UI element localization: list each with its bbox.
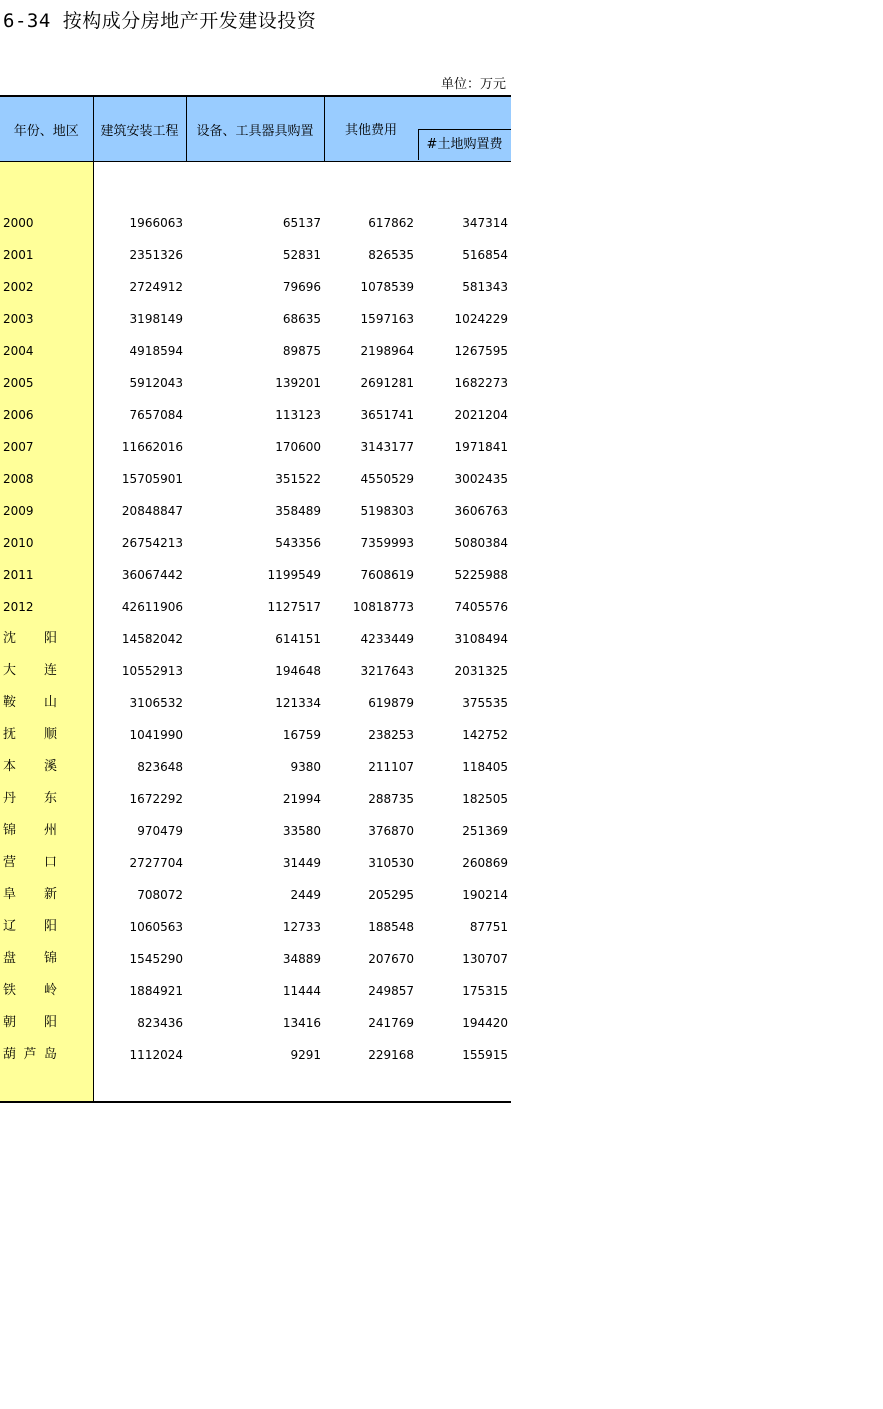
region-char: 州	[43, 822, 57, 838]
region-char: 朝	[3, 1014, 17, 1030]
region-char: 山	[43, 694, 57, 710]
construction-value: 42611906	[121, 599, 183, 614]
table-row	[0, 748, 511, 780]
equipment-value: 89875	[282, 343, 321, 358]
land-purchase-value: 347314	[462, 215, 508, 230]
region-name	[3, 851, 57, 870]
region-name	[3, 1011, 57, 1030]
region-name	[3, 979, 57, 998]
region-char: 顺	[43, 726, 57, 742]
construction-value: 1112024	[129, 1047, 183, 1062]
row-label	[0, 908, 93, 940]
row-label: 2009	[0, 492, 93, 524]
table-row	[0, 268, 511, 300]
region-char: 辽	[3, 918, 17, 934]
other-cost-value: 7608619	[360, 567, 414, 582]
table-row	[0, 460, 511, 492]
land-purchase-value: 1682273	[454, 375, 508, 390]
row-label	[0, 684, 93, 716]
other-cost-value: 241769	[368, 1015, 414, 1030]
region-char: 营	[3, 854, 17, 870]
region-name	[3, 659, 57, 678]
row-label: 2003	[0, 300, 93, 332]
construction-value: 823436	[137, 1015, 183, 1030]
land-purchase-value: 1971841	[454, 439, 508, 454]
table-row	[0, 780, 511, 812]
land-purchase-value: 118405	[462, 759, 508, 774]
construction-value: 7657084	[129, 407, 183, 422]
construction-value: 4918594	[129, 343, 183, 358]
equipment-value: 52831	[282, 247, 321, 262]
construction-value: 1966063	[129, 215, 183, 230]
other-cost-value: 211107	[368, 759, 414, 774]
region-name	[3, 755, 57, 774]
row-label: 2000	[0, 204, 93, 236]
land-purchase-value: 260869	[462, 855, 508, 870]
land-purchase-value: 2021204	[454, 407, 508, 422]
table-end-row	[0, 1068, 511, 1102]
construction-value: 1672292	[129, 791, 183, 806]
equipment-value: 170600	[275, 439, 321, 454]
land-purchase-value: 155915	[462, 1047, 508, 1062]
region-char: 岭	[43, 982, 57, 998]
other-cost-value: 207670	[368, 951, 414, 966]
row-label	[0, 940, 93, 972]
equipment-value: 68635	[282, 311, 321, 326]
other-cost-value: 229168	[368, 1047, 414, 1062]
construction-value: 3106532	[129, 695, 183, 710]
region-char: 锦	[43, 950, 57, 966]
region-char: 沈	[3, 630, 17, 646]
construction-value: 1041990	[129, 727, 183, 742]
equipment-value: 12733	[282, 919, 321, 934]
construction-value: 2727704	[129, 855, 183, 870]
region-char: 盘	[3, 950, 17, 966]
construction-value: 5912043	[129, 375, 183, 390]
other-cost-value: 5198303	[360, 503, 414, 518]
header-year-region: 年份、地区	[0, 96, 93, 162]
header-equipment: 设备、工具器具购置	[186, 96, 324, 162]
other-cost-value: 1597163	[360, 311, 414, 326]
table-row	[0, 492, 511, 524]
land-purchase-value: 142752	[462, 727, 508, 742]
land-purchase-value: 87751	[469, 919, 508, 934]
equipment-value: 11444	[282, 983, 321, 998]
region-char: 芦	[23, 1046, 37, 1062]
header-other-cost-group	[324, 96, 511, 162]
equipment-value: 65137	[282, 215, 321, 230]
land-purchase-value: 3002435	[454, 471, 508, 486]
region-char: 本	[3, 758, 17, 774]
other-cost-value: 2691281	[360, 375, 414, 390]
table-row	[0, 1004, 511, 1036]
page-title: 6-34 按构成分房地产开发建设投资	[3, 10, 317, 32]
equipment-value: 614151	[275, 631, 321, 646]
land-purchase-value: 2031325	[454, 663, 508, 678]
land-purchase-value: 375535	[462, 695, 508, 710]
equipment-value: 79696	[282, 279, 321, 294]
other-cost-value: 188548	[368, 919, 414, 934]
table-row	[0, 524, 511, 556]
equipment-value: 16759	[282, 727, 321, 742]
construction-value: 2724912	[129, 279, 183, 294]
construction-value: 970479	[137, 823, 183, 838]
other-cost-value: 3217643	[360, 663, 414, 678]
equipment-value: 351522	[275, 471, 321, 486]
row-label: 2002	[0, 268, 93, 300]
equipment-value: 139201	[275, 375, 321, 390]
region-name	[3, 691, 57, 710]
data-table	[0, 95, 511, 1103]
row-label: 2012	[0, 588, 93, 620]
equipment-value: 9291	[290, 1047, 321, 1062]
region-name	[3, 883, 57, 902]
region-name	[3, 819, 57, 838]
construction-value: 36067442	[121, 567, 183, 582]
table-row	[0, 844, 511, 876]
land-purchase-value: 251369	[462, 823, 508, 838]
spacer-row	[0, 162, 511, 204]
land-purchase-value: 190214	[462, 887, 508, 902]
row-label	[0, 748, 93, 780]
equipment-value: 21994	[282, 791, 321, 806]
land-purchase-value: 130707	[462, 951, 508, 966]
equipment-value: 194648	[275, 663, 321, 678]
table-row	[0, 364, 511, 396]
region-char: 溪	[43, 758, 57, 774]
construction-value: 1545290	[129, 951, 183, 966]
table-row	[0, 588, 511, 620]
row-label: 2011	[0, 556, 93, 588]
table-row	[0, 556, 511, 588]
region-char: 新	[43, 886, 57, 902]
table-row	[0, 236, 511, 268]
row-label: 2001	[0, 236, 93, 268]
other-cost-value: 288735	[368, 791, 414, 806]
construction-value: 20848847	[121, 503, 183, 518]
other-cost-value: 376870	[368, 823, 414, 838]
header-other-cost: 其他费用	[344, 123, 397, 138]
construction-value: 1060563	[129, 919, 183, 934]
other-cost-value: 1078539	[360, 279, 414, 294]
row-label	[0, 876, 93, 908]
table-row	[0, 332, 511, 364]
other-cost-value: 7359993	[360, 535, 414, 550]
region-char: 东	[43, 790, 57, 806]
equipment-value: 1199549	[267, 567, 321, 582]
other-cost-value: 826535	[368, 247, 414, 262]
table-row	[0, 972, 511, 1004]
land-purchase-value: 175315	[462, 983, 508, 998]
table-header-row	[0, 96, 511, 162]
other-cost-value: 2198964	[360, 343, 414, 358]
construction-value: 26754213	[121, 535, 183, 550]
construction-value: 823648	[137, 759, 183, 774]
table-row	[0, 876, 511, 908]
region-char: 抚	[3, 726, 17, 742]
construction-value: 15705901	[121, 471, 183, 486]
region-char: 阳	[43, 630, 57, 646]
region-char: 铁	[3, 982, 17, 998]
land-purchase-value: 1267595	[454, 343, 508, 358]
land-purchase-value: 3606763	[454, 503, 508, 518]
equipment-value: 33580	[282, 823, 321, 838]
table-row	[0, 204, 511, 236]
row-label	[0, 1036, 93, 1068]
table-row	[0, 300, 511, 332]
row-label	[0, 1004, 93, 1036]
region-name	[3, 1043, 57, 1062]
other-cost-value: 10818773	[352, 599, 414, 614]
table-row	[0, 428, 511, 460]
region-name	[3, 723, 57, 742]
land-purchase-value: 7405576	[454, 599, 508, 614]
row-label: 2010	[0, 524, 93, 556]
row-label	[0, 844, 93, 876]
land-purchase-value: 182505	[462, 791, 508, 806]
unit-label: 单位：万元	[441, 77, 507, 92]
equipment-value: 1127517	[267, 599, 321, 614]
construction-value: 14582042	[121, 631, 183, 646]
construction-value: 1884921	[129, 983, 183, 998]
equipment-value: 358489	[275, 503, 321, 518]
table-body	[0, 162, 511, 1102]
equipment-value: 13416	[282, 1015, 321, 1030]
land-purchase-value: 1024229	[454, 311, 508, 326]
table-row	[0, 684, 511, 716]
region-char: 葫	[3, 1046, 17, 1062]
other-cost-value: 617862	[368, 215, 414, 230]
region-char: 鞍	[3, 694, 17, 710]
region-char: 口	[43, 854, 57, 870]
row-label: 2007	[0, 428, 93, 460]
table-row	[0, 1036, 511, 1068]
table-row	[0, 652, 511, 684]
region-char: 大	[3, 662, 17, 678]
other-cost-value: 205295	[368, 887, 414, 902]
other-cost-value: 4233449	[360, 631, 414, 646]
equipment-value: 113123	[275, 407, 321, 422]
other-cost-value: 3143177	[360, 439, 414, 454]
other-cost-value: 238253	[368, 727, 414, 742]
region-char: 锦	[3, 822, 17, 838]
table-row	[0, 396, 511, 428]
other-cost-value: 249857	[368, 983, 414, 998]
construction-value: 11662016	[121, 439, 183, 454]
region-char: 丹	[3, 790, 17, 806]
region-char: 岛	[43, 1046, 57, 1062]
region-name	[3, 915, 57, 934]
land-purchase-value: 3108494	[454, 631, 508, 646]
table-row	[0, 908, 511, 940]
equipment-value: 2449	[290, 887, 321, 902]
table-row	[0, 940, 511, 972]
equipment-value: 543356	[275, 535, 321, 550]
region-name	[3, 787, 57, 806]
row-label: 2004	[0, 332, 93, 364]
land-purchase-value: 516854	[462, 247, 508, 262]
region-char: 阳	[43, 1014, 57, 1030]
equipment-value: 31449	[282, 855, 321, 870]
row-label	[0, 972, 93, 1004]
region-char: 阜	[3, 886, 17, 902]
region-char: 连	[43, 662, 57, 678]
row-label	[0, 716, 93, 748]
land-purchase-value: 5225988	[454, 567, 508, 582]
table-row	[0, 716, 511, 748]
row-label	[0, 780, 93, 812]
region-name	[3, 947, 57, 966]
construction-value: 708072	[137, 887, 183, 902]
region-name	[3, 627, 57, 646]
row-label: 2006	[0, 396, 93, 428]
region-char: 阳	[43, 918, 57, 934]
other-cost-value: 4550529	[360, 471, 414, 486]
row-label	[0, 812, 93, 844]
equipment-value: 34889	[282, 951, 321, 966]
land-purchase-value: 5080384	[454, 535, 508, 550]
header-construction: 建筑安装工程	[93, 96, 186, 162]
header-land-purchase: #土地购置费	[418, 129, 511, 160]
table-row	[0, 620, 511, 652]
construction-value: 2351326	[129, 247, 183, 262]
equipment-value: 9380	[290, 759, 321, 774]
table-row	[0, 812, 511, 844]
construction-value: 3198149	[129, 311, 183, 326]
equipment-value: 121334	[275, 695, 321, 710]
construction-value: 10552913	[121, 663, 183, 678]
other-cost-value: 310530	[368, 855, 414, 870]
other-cost-value: 3651741	[360, 407, 414, 422]
other-cost-value: 619879	[368, 695, 414, 710]
land-purchase-value: 194420	[462, 1015, 508, 1030]
row-label: 2008	[0, 460, 93, 492]
row-label	[0, 652, 93, 684]
land-purchase-value: 581343	[462, 279, 508, 294]
row-label: 2005	[0, 364, 93, 396]
row-label	[0, 620, 93, 652]
